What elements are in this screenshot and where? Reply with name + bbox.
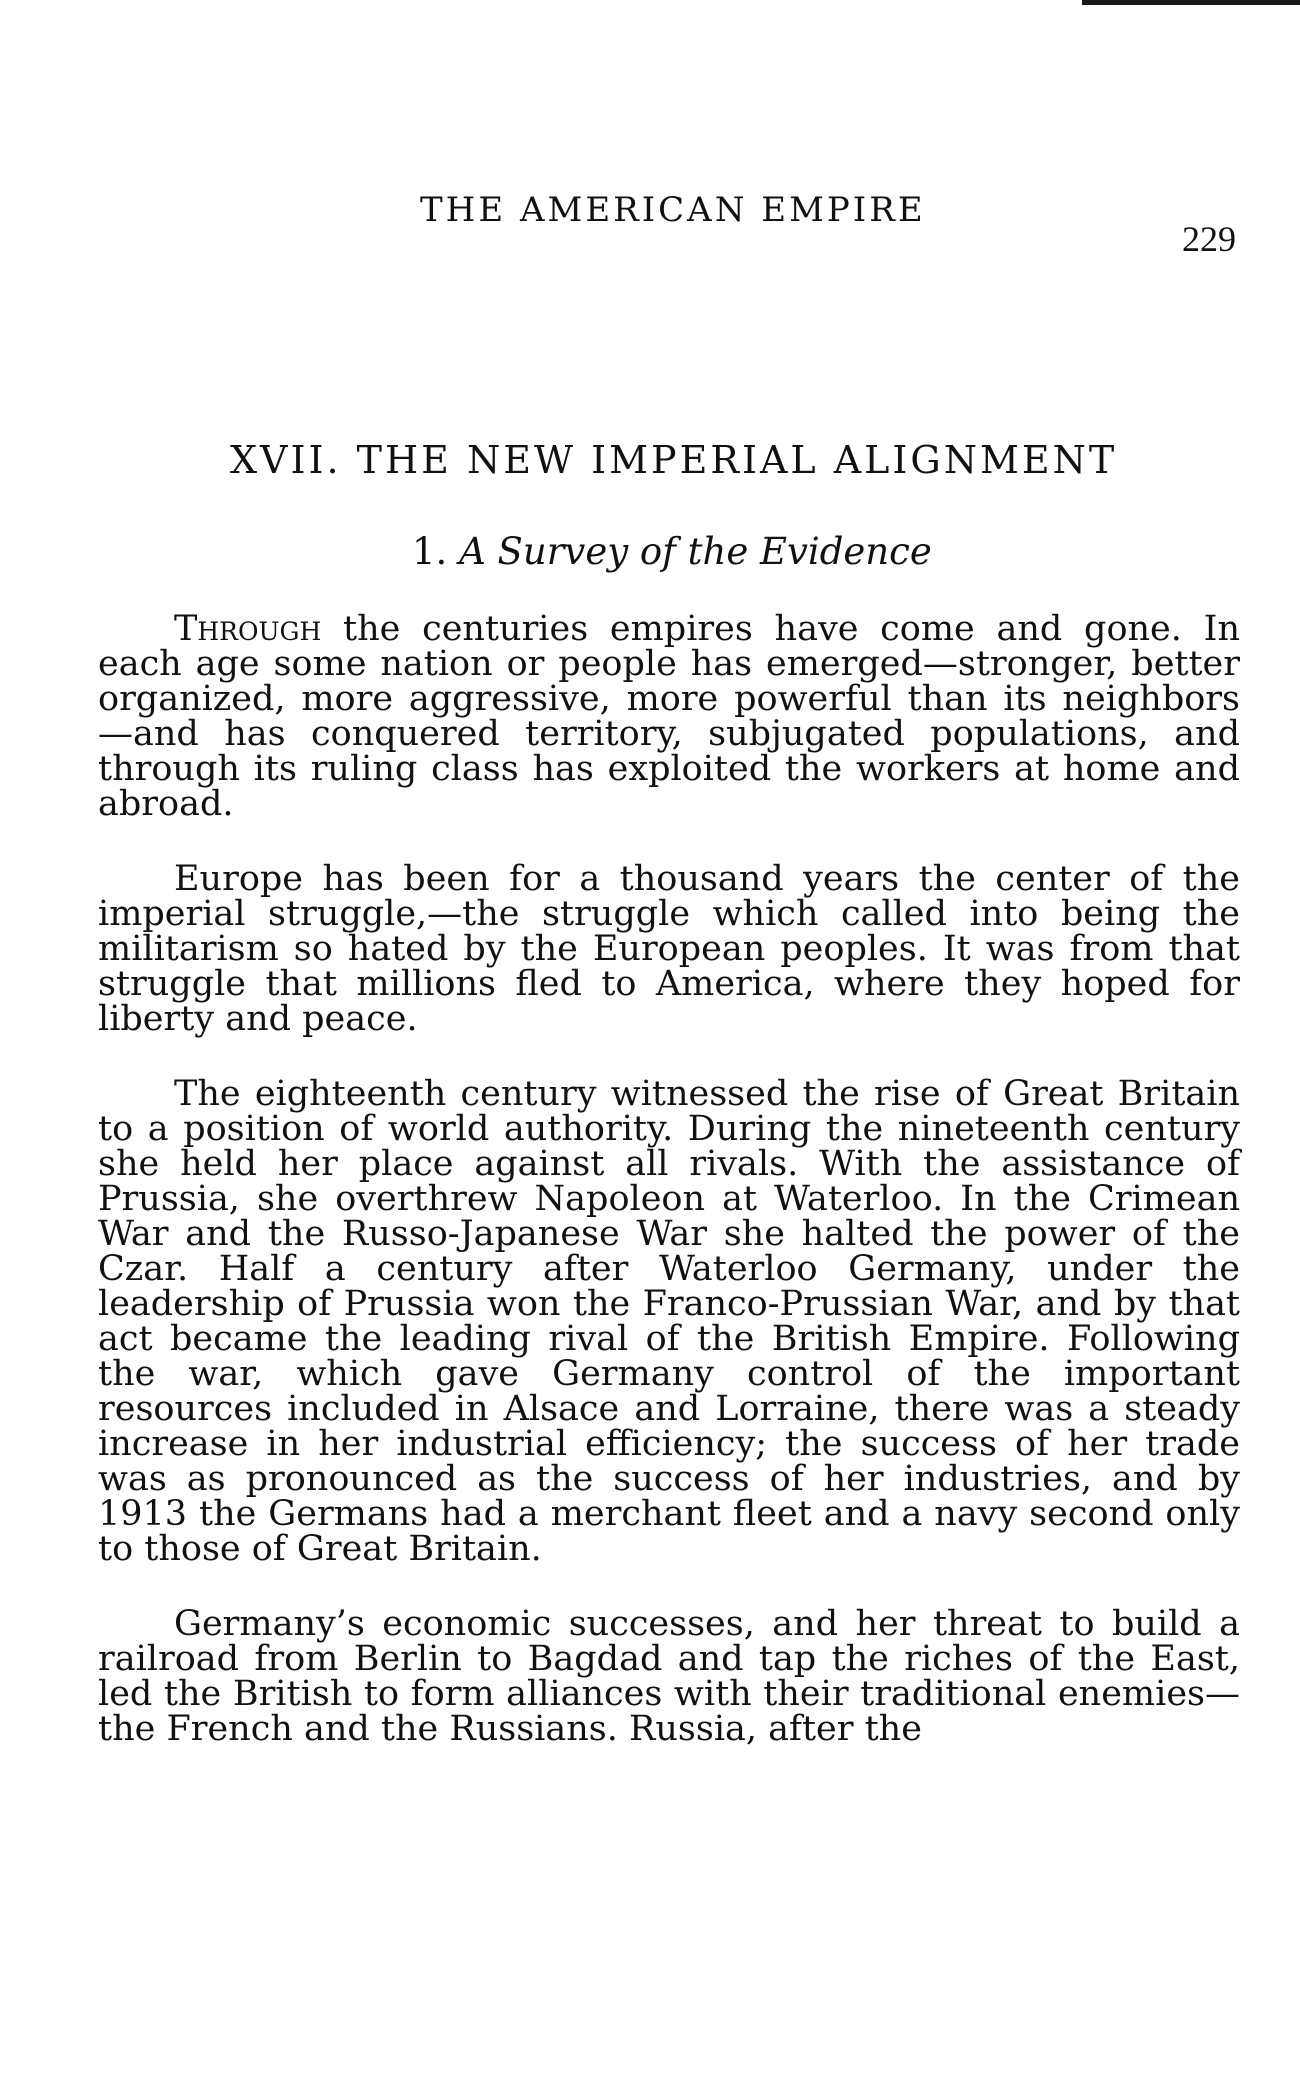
drop-lead-word: Through (174, 609, 322, 649)
section-number: 1. (412, 530, 448, 573)
running-title: THE AMERICAN EMPIRE (420, 190, 926, 230)
paragraph-4: Germany’s economic successes, and her threat to build a railroad from Berlin to Bagdad and tap the riches of the East, led the British to form alliances with their traditional enemies—the French and the Russians. Russia, after the (98, 1604, 1240, 1749)
paragraph-1 (98, 609, 1240, 824)
chapter-title: XVII. THE NEW IMPERIAL ALIGNMENT (230, 438, 1118, 482)
section-heading: A Survey of the Evidence (459, 530, 932, 573)
page-number: 229 (1182, 219, 1236, 259)
paragraph-1-text: the centuries empires have come and gone. In each age some nation or people has emerged—stronger, better organized, more aggressive, more powerful than its neighbors—and has conquered territory, subjugated populations, and through its ruling class has exploited the workers at home and abroad. (98, 609, 1240, 824)
top-rule (1082, 0, 1300, 5)
body-text (98, 609, 1240, 1787)
section-title (412, 530, 932, 573)
paragraph-2: Europe has been for a thousand years the center of the imperial struggle,—the struggle which called into being the militarism so hated by the European peoples. It was from that struggle that millions fled to America, where they hoped for liberty and peace. (98, 859, 1240, 1039)
paragraph-3: The eighteenth century witnessed the rise of Great Britain to a position of world authority. During the nineteenth century she held her place against all rivals. With the assistance of Prussia, she overthrew Napoleon at Waterloo. In the Crimean War and the Russo-Japanese War she halted the power of the Czar. Half a century after Waterloo Germany, under the leadership of Prussia won the Franco-Prussian War, and by that act became the leading rival of the British Empire. Following the war, which gave Germany control of the important resources included in Alsace and Lorraine, there was a steady increase in her industrial efficiency; the success of her trade was as pronounced as the success of her industries, and by 1913 the Germans had a merchant fleet and a navy second only to those of Great Britain. (98, 1074, 1240, 1569)
